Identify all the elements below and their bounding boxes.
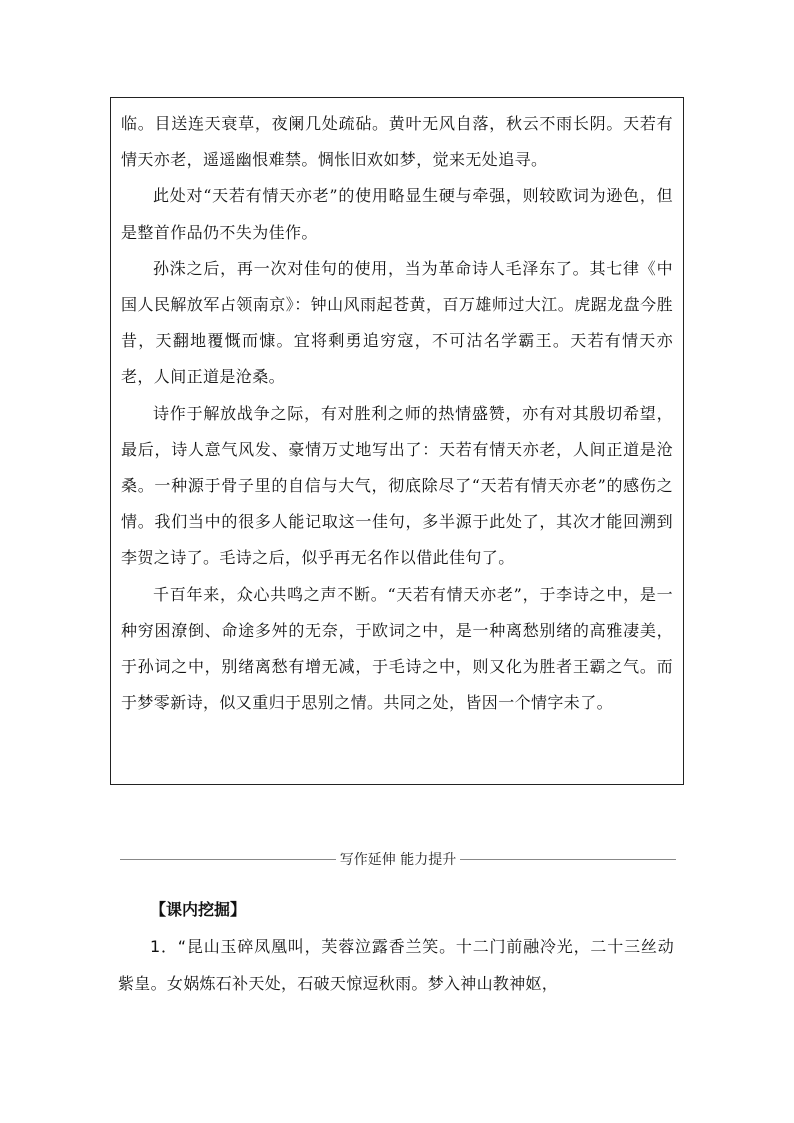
essay-paragraph: 临。目送连天衰草，夜阑几处疏砧。黄叶无风自落，秋云不雨长阴。天若有情天亦老，遥遥幽恨难禁。惆怅旧欢如梦，觉来无处追寻。 [121,114,673,170]
section-divider [120,848,676,870]
essay-paragraph: 此处对“天若有情天亦老”的使用略显生硬与牵强，则较欧词为逊色，但是整首作品仍不失为佳作。 [121,186,673,242]
subsection-heading: 【课内挖掘】 [150,900,247,919]
divider-rule-left [120,859,336,860]
divider-rule-right [460,859,676,860]
essay-paragraph: 千百年来，众心共鸣之声不断。“天若有情天亦老”，于李诗之中，是一种穷困潦倒、命途多舛的无奈，于欧词之中，是一种离愁别绪的高雅凄美，于孙词之中，别绪离愁有增无减，于毛诗之中，则又化为胜者王霸之气。而于梦零新诗，似又重归于思别之情。共同之处，皆因一个情字未了。 [121,584,673,713]
essay-paragraph: 孙洙之后，再一次对佳句的使用，当为革命诗人毛泽东了。其七律《中国人民解放军占领南京》：钟山风雨起苍黄，百万雄师过大江。虎踞龙盘今胜昔，天翻地覆慨而慷。宜将剩勇追穷寇，不可沽名学霸王。天若有情天亦老，人间正道是沧桑。 [121,258,673,387]
section-title: 写作延伸 能力提升 [339,852,457,868]
question-1-text: 1．“昆山玉碎凤凰叫，芙蓉泣露香兰笑。十二门前融冷光，二十三丝动紫皇。女娲炼石补天处，石破天惊逗秋雨。梦入神山教神妪， [118,937,674,993]
essay-paragraph: 诗作于解放战争之际，有对胜利之师的热情盛赞，亦有对其殷切希望，最后，诗人意气风发、豪情万丈地写出了：天若有情天亦老，人间正道是沧桑。一种源于骨子里的自信与大气，彻底除尽了“天若有情天亦老”的感伤之情。我们当中的很多人能记取这一佳句，多半源于此处了，其次才能回溯到李贺之诗了。毛诗之后，似乎再无名作以借此佳句了。 [121,403,673,568]
essay-text-box [110,97,684,785]
